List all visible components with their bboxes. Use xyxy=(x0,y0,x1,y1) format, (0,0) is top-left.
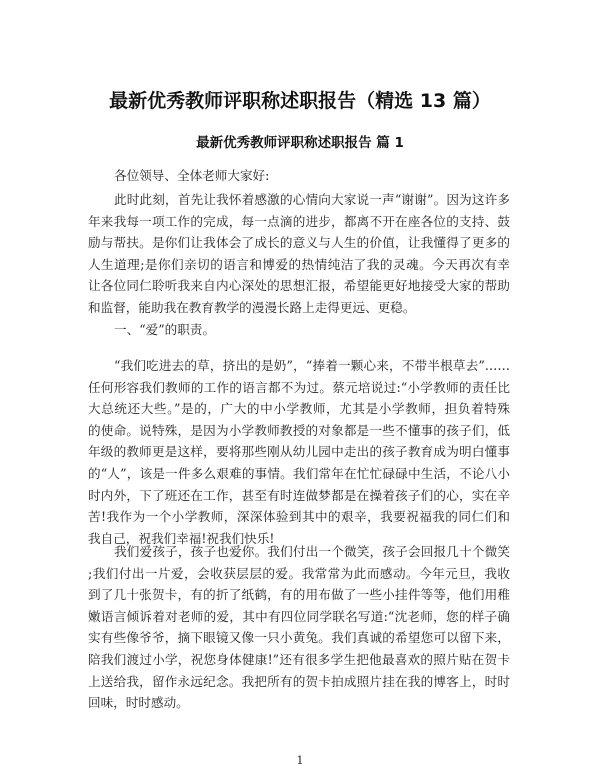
paragraph-line: 和监督，能助我在教育教学的漫漫长路上走得更远、更稳。 xyxy=(88,299,416,315)
paragraph-line: 嫩语言倾诉着对老师的爱，其中有四位同学联名写道:“沈老师，您的样子确 xyxy=(88,608,510,624)
greeting xyxy=(88,165,510,187)
section-heading xyxy=(88,319,510,341)
section-heading-line: 一、“爱”的职责。 xyxy=(114,322,216,337)
paragraph-line: 回味，时时感动。 xyxy=(88,695,189,711)
paragraph-line: 我们爱孩子，孩子也爱你。我们付出一个微笑，孩子会回报几十个微笑 xyxy=(114,544,510,559)
document-title: 最新优秀教师评职称述职报告（精选 13 篇） xyxy=(109,90,491,112)
paragraph-1 xyxy=(88,189,510,319)
paragraph-line: 年级的教师更是这样，要将那些刚从幼儿园中走出的孩子教育成为明白懂事 xyxy=(88,444,510,460)
paragraph-line: 年来我每一项工作的完成，每一点滴的进步，都离不开在座各位的支持、鼓 xyxy=(88,213,510,229)
paragraph-line: 让各位同仁聆听我来自内心深处的思想汇报，希望能更好地接受大家的帮助 xyxy=(88,278,510,294)
paragraph-line: 任何形容我们教师的工作的语言都不为过。蔡元培说过:“小学教师的责任比 xyxy=(88,379,510,395)
paragraph-line: “我们吃进去的草，挤出的是奶”，“捧着一颗心来，不带半根草去”…… xyxy=(114,358,510,373)
page-number: 1 xyxy=(296,754,304,767)
paragraph-line: 此时此刻，首先让我怀着感激的心情向大家说一声“谢谢”。因为这许多 xyxy=(114,192,510,207)
paragraph-line: 的使命。说特殊，是因为小学教师教授的对象都是一些不懂事的孩子们，低 xyxy=(88,422,510,438)
section-title: 最新优秀教师评职称述职报告 篇 1 xyxy=(196,135,404,151)
paragraph-line: ;我们付出一片爱，会收获层层的爱。我常常为此而感动。今年元旦，我收 xyxy=(88,565,510,581)
paragraph-line: 励与帮扶。是你们让我体会了成长的意义与人生的价值，让我懂得了更多的 xyxy=(88,235,510,251)
paragraph-line: 时内外，下了班还在工作，甚至有时连做梦都是在操着孩子们的心，实在辛 xyxy=(88,487,510,503)
paragraph-line: 实有些像爷爷，摘下眼镜又像一只小黄兔。我们真诚的希望您可以留下来， xyxy=(88,630,510,646)
greeting-line: 各位领导、全体老师大家好: xyxy=(114,168,270,183)
paragraph-line: 陪我们渡过小学，祝您身体健康!”还有很多学生把他最喜欢的照片贴在贺卡 xyxy=(88,651,510,667)
paragraph-line: 上送给我，留作永远纪念。我把所有的贺卡拍成照片挂在我的博客上，时时 xyxy=(88,673,510,689)
paragraph-3 xyxy=(88,541,510,714)
paragraph-line: 大总统还大些。”是的，广大的中小学教师，尤其是小学教师，担负着特殊 xyxy=(88,401,510,417)
paragraph-line: 我自己，祝我们幸福!祝我们快乐! xyxy=(88,530,275,546)
paragraph-line: 苦!我作为一个小学教师，深深体验到其中的艰辛，我要祝福我的同仁们和 xyxy=(88,509,510,525)
paragraph-2 xyxy=(88,355,510,549)
paragraph-line: 的“人”，该是一件多么艰难的事情。我们常年在忙忙碌碌中生活，不论八小 xyxy=(88,465,510,481)
paragraph-line: 人生道理;是你们亲切的语言和博爱的热情纯洁了我的灵魂。今天再次有幸 xyxy=(88,256,510,272)
paragraph-line: 到了几十张贺卡，有的折了纸鹤，有的用布做了一些小挂件等等，他们用稚 xyxy=(88,587,510,603)
